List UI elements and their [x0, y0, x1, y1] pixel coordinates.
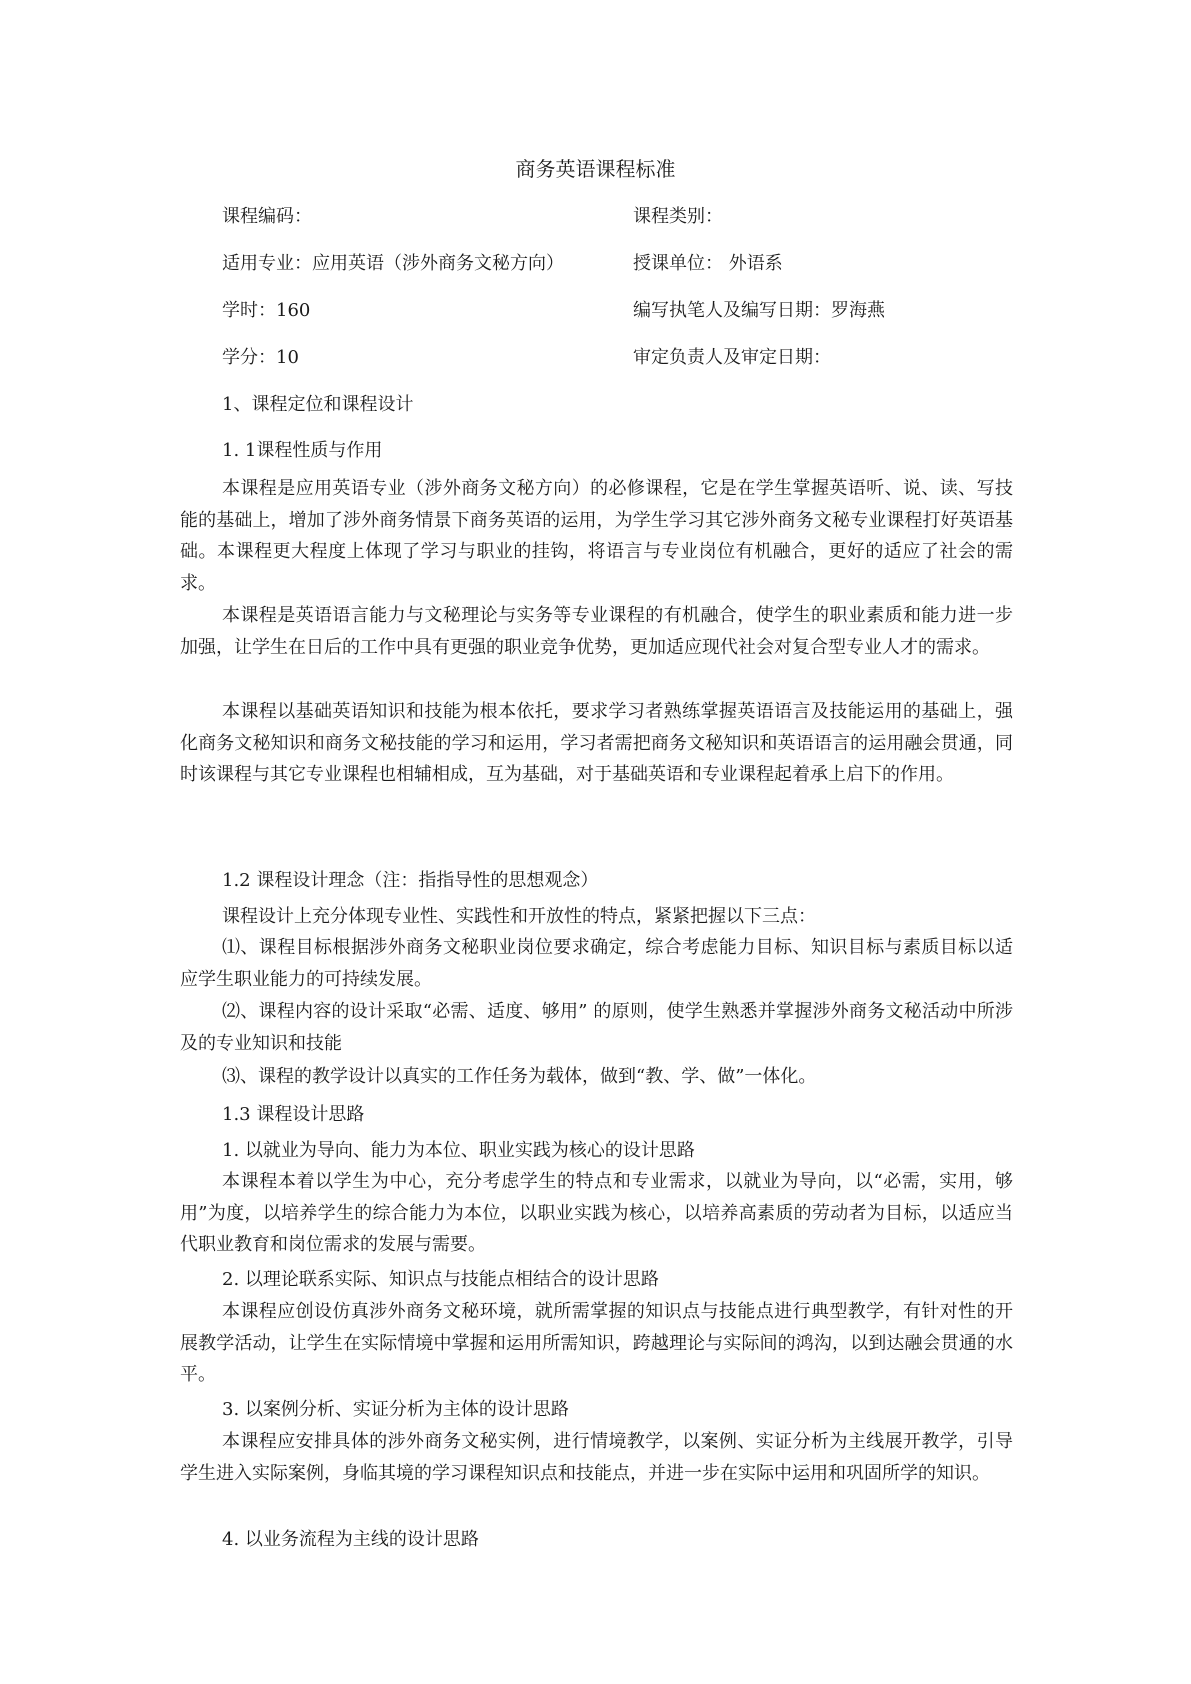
- course-category: 课程类别：: [633, 206, 723, 227]
- paragraph: 本课程是应用英语专业（涉外商务文秘方向）的必修课程，它是在学生掌握英语听、说、读、写技能的基础上，增加了涉外商务情景下商务英语的运用，为学生学习其它涉外商务文秘专业课程打好英语基础。本课程更大程度上体现了学习与职业的挂钩，将语言与专业岗位有机融合，更好的适应了社会的需求。: [180, 478, 1013, 594]
- idea-heading: 3. 以案例分析、实证分析为主体的设计思路: [222, 1399, 569, 1420]
- reviewer-and-date: 审定负责人及审定日期：: [633, 347, 831, 368]
- course-credits: 学分：10: [222, 347, 299, 368]
- idea-heading: 4. 以业务流程为主线的设计思路: [222, 1529, 479, 1550]
- subsection-heading: 1.2 课程设计理念（注：指指导性的思想观念）: [222, 870, 599, 891]
- idea-heading: 1. 以就业为导向、能力为本位、职业实践为核心的设计思路: [222, 1140, 695, 1161]
- paragraph: 本课程应安排具体的涉外商务文秘实例，进行情境教学，以案例、实证分析为主线展开教学，引导学生进入实际案例，身临其境的学习课程知识点和技能点，并进一步在实际中运用和巩固所学的知识。: [180, 1431, 1013, 1484]
- course-hours: 学时：160: [222, 300, 311, 321]
- paragraph: 本课程本着以学生为中心，充分考虑学生的特点和专业需求，以就业为导向，以“必需，实用，够用”为度，以培养学生的综合能力为本位，以职业实践为核心，以培养高素质的劳动者为目标，以适应当代职业教育和岗位需求的发展与需要。: [180, 1171, 1013, 1255]
- teaching-unit: 授课单位： 外语系: [633, 253, 783, 274]
- paragraph: 课程设计上充分体现专业性、实践性和开放性的特点，紧紧把握以下三点：: [222, 906, 816, 927]
- section-heading: 1、课程定位和课程设计: [222, 394, 414, 415]
- document-title: 商务英语课程标准: [515, 157, 676, 181]
- author-and-date: 编写执笔人及编写日期：罗海燕: [633, 300, 885, 321]
- paragraph: 本课程以基础英语知识和技能为根本依托，要求学习者熟练掌握英语语言及技能运用的基础上，强化商务文秘知识和商务文秘技能的学习和运用，学习者需把商务文秘知识和英语语言的运用融会贯通，同时该课程与其它专业课程也相辅相成，互为基础，对于基础英语和专业课程起着承上启下的作用。: [180, 701, 1013, 785]
- idea-heading: 2. 以理论联系实际、知识点与技能点相结合的设计思路: [222, 1269, 659, 1290]
- list-item: ⑶、课程的教学设计以真实的工作任务为载体，做到“教、学、做”一体化。: [222, 1066, 817, 1087]
- list-item: ⑵、课程内容的设计采取“必需、适度、够用” 的原则，使学生熟悉并掌握涉外商务文秘活动中所涉及的专业知识和技能: [180, 1001, 1013, 1054]
- course-code: 课程编码：: [222, 206, 312, 227]
- subsection-heading: 1.3 课程设计思路: [222, 1104, 365, 1125]
- paragraph: 本课程应创设仿真涉外商务文秘环境，就所需掌握的知识点与技能点进行典型教学，有针对性的开展教学活动，让学生在实际情境中掌握和运用所需知识，跨越理论与实际间的鸿沟，以到达融会贯通的水平。: [180, 1301, 1013, 1385]
- applicable-major: 适用专业：应用英语（涉外商务文秘方向）: [222, 253, 564, 274]
- subsection-heading: 1. 1课程性质与作用: [222, 440, 383, 461]
- list-item: ⑴、课程目标根据涉外商务文秘职业岗位要求确定，综合考虑能力目标、知识目标与素质目标以适应学生职业能力的可持续发展。: [180, 937, 1013, 990]
- paragraph: 本课程是英语语言能力与文秘理论与实务等专业课程的有机融合，使学生的职业素质和能力进一步加强，让学生在日后的工作中具有更强的职业竞争优势，更加适应现代社会对复合型专业人才的需求。: [180, 605, 1013, 658]
